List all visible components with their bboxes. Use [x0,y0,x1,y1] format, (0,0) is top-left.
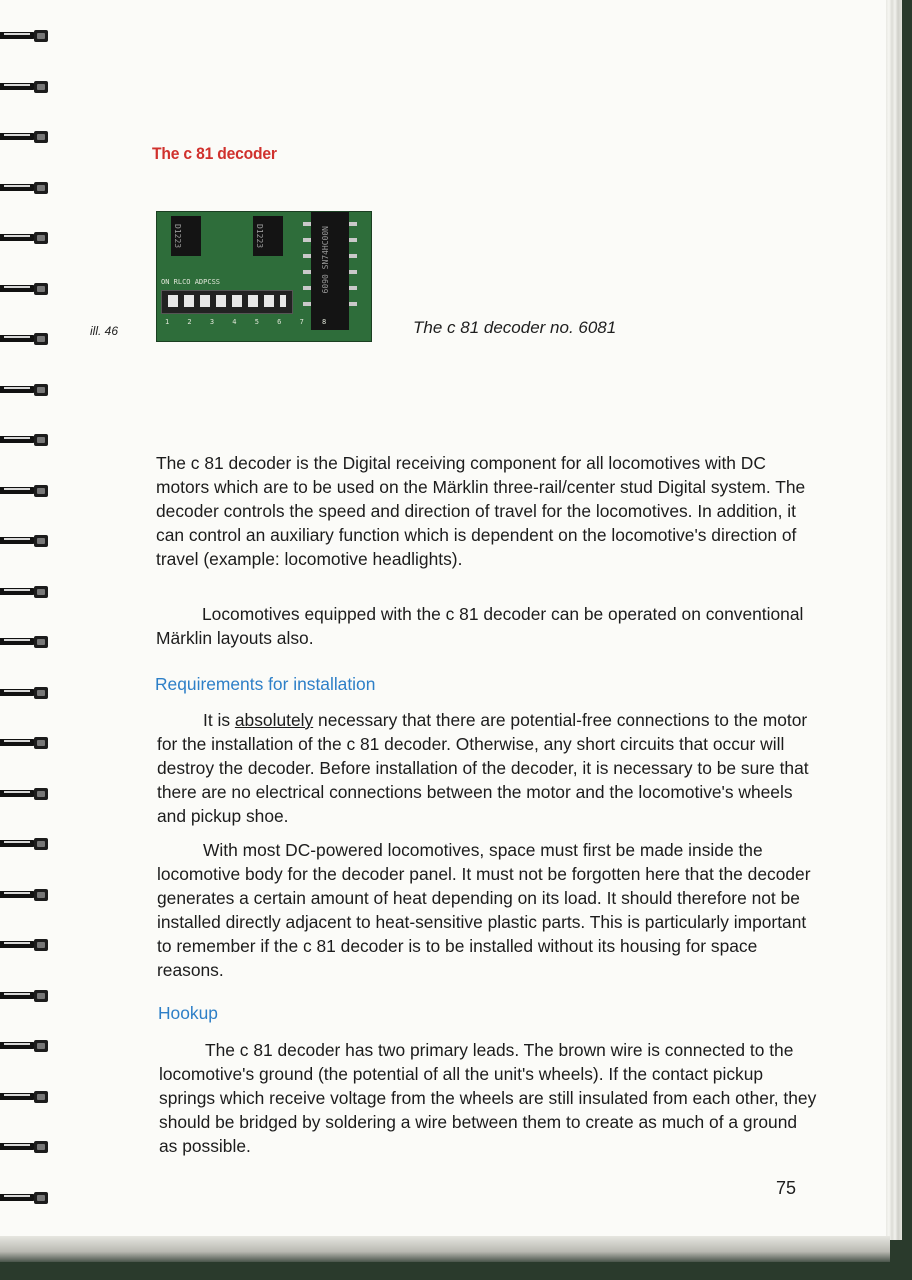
ic-pin [303,238,311,242]
conventional-paragraph: Locomotives equipped with the c 81 decoder can be operated on conventional Märklin layouts also. [156,604,804,648]
spiral-coil [0,939,50,951]
spiral-coil [0,1040,50,1052]
spiral-coil [0,687,50,699]
dip-switch [168,295,178,307]
decoder-photo [156,211,372,342]
ic-pin [349,238,357,242]
dip-switch [280,295,286,307]
ic-pin [303,302,311,306]
page-number: 75 [776,1178,797,1198]
spiral-coil [0,333,50,345]
spiral-coil [0,636,50,648]
spiral-coil [0,81,50,93]
spiral-coil [0,737,50,749]
section-heading: The c 81 decoder [152,144,277,163]
intro-paragraph: The c 81 decoder is the Digital receiving component for all locomotives with DC motors which are to be used on the Märklin three-rail/center stud Digital system. The decoder controls the speed and direction of travel for the locomotives. In addition, it can control an auxiliary function which is dependent on the locomotive's direction of travel (example: locomotive headlights). [156,453,806,569]
dip-switch [248,295,258,307]
dip-switch [216,295,226,307]
transistor-chip-left: D1223 [171,216,201,256]
spiral-coil [0,586,50,598]
emphasis-text: absolutely [234,710,314,730]
spiral-coil [0,990,50,1002]
spiral-coil [0,1141,50,1153]
spiral-coil [0,838,50,850]
dip-switch [184,295,194,307]
spiral-coil [0,434,50,446]
spiral-coil [0,788,50,800]
ic-pin [349,254,357,258]
ic-pin [303,254,311,258]
illustration-label: ill. 46 [90,324,119,338]
spiral-coil [0,889,50,901]
dip-switch [200,295,210,307]
ic-pin [349,302,357,306]
ic-pin [303,222,311,226]
spiral-binding [0,0,50,1260]
hookup-paragraph: The c 81 decoder has two primary leads. The brown wire is connected to the locomotive's ground (the potential of all the unit's wheels). If the contact pickup springs which receive voltage from the wheels are still insulated from each other, they should be bridged by soldering a wire between them to create as much of a ground as possible. [159,1040,817,1156]
transistor-chip-mid: D1223 [253,216,283,256]
spiral-coil [0,485,50,497]
page-bottom-shadow [0,1236,890,1262]
ic-pin [349,270,357,274]
page-stack-edge [886,0,902,1240]
dip-switch [264,295,274,307]
requirements-paragraph-1: It is absolutely necessary that there are potential-free connections to the motor for the installation of the c 81 decoder. Otherwise, any short circuits that occur will destroy the decoder. Before installation of the decoder, it is necessary to be sure that there are no electrical connections between the motor and the locomotive's wheels and pickup shoe. [157,710,809,826]
spiral-coil [0,283,50,295]
ic-pin [349,286,357,290]
switch-numbers: 1 2 3 4 5 6 7 8 [165,318,334,326]
spiral-coil [0,384,50,396]
switch-row-label: ON RLCO ADPCSS [161,278,221,286]
spiral-coil [0,535,50,547]
requirements-heading: Requirements for installation [155,674,376,694]
ic-pin [349,222,357,226]
ic-pin [303,270,311,274]
spiral-coil [0,1091,50,1103]
ic-pin [303,286,311,290]
spiral-coil [0,182,50,194]
main-ic-chip: 6090 SN74HC00N [311,212,349,330]
spiral-coil [0,1192,50,1204]
dip-switch [232,295,242,307]
spiral-coil [0,131,50,143]
figure-caption: The c 81 decoder no. 6081 [413,318,617,337]
requirements-paragraph-2: With most DC-powered locomotives, space must first be made inside the locomotive body for the decoder panel. It must not be forgotten here that the decoder generates a certain amount of heat depending on its load. It should therefore not be installed directly adjacent to heat-sensitive plastic parts. This is particularly important to remember if the c 81 decoder is to be installed without its housing for space reasons. [157,840,811,980]
hookup-heading: Hookup [158,1003,218,1023]
spiral-coil [0,232,50,244]
dip-switch-block [161,290,293,314]
spiral-coil [0,30,50,42]
